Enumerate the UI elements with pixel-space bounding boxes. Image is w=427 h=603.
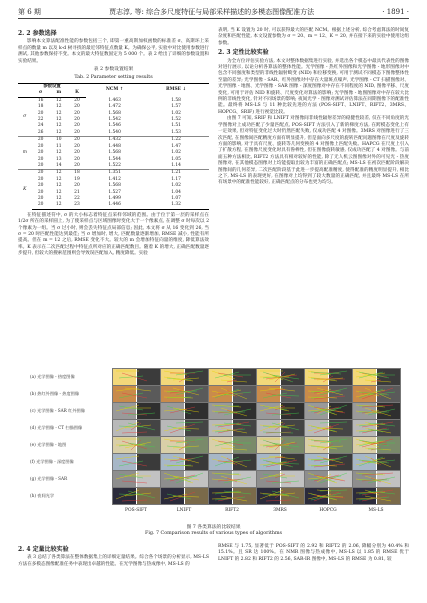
table-cell: 1.522 xyxy=(108,162,121,168)
table-cell: 1.22 xyxy=(143,137,209,144)
figure-row-label: (a) 光学图像 - 热度图像 xyxy=(30,374,75,379)
figure-panel xyxy=(256,470,305,488)
table-cell: 1.568 xyxy=(108,110,121,116)
figure-panel xyxy=(256,453,305,471)
match-lines xyxy=(161,471,208,487)
table-title-en: Tab. 2 Parameter setting results xyxy=(74,75,153,81)
figure-panel xyxy=(112,453,161,471)
match-lines xyxy=(209,488,256,504)
table-title: 表 2 参数设置结果 xyxy=(93,67,134,73)
table-cell: 20 xyxy=(37,110,44,116)
match-lines xyxy=(305,454,352,470)
table-row xyxy=(18,163,209,170)
table-cell: 1.02 xyxy=(171,110,181,116)
left-column xyxy=(18,28,209,258)
figure-panel xyxy=(208,419,257,437)
table-cell: 20 xyxy=(74,162,80,168)
table-cell: 22 xyxy=(74,195,80,201)
table-cell: 20 xyxy=(74,150,80,156)
match-lines xyxy=(113,471,160,487)
table-cell: 12 xyxy=(56,150,62,156)
figure-method-label: RIFT2 xyxy=(225,508,239,513)
paragraph: 在特征描述符中, σ 的大小标志着特征点采样邻域的范围。由于位于第一层的采样点在 1/2σ 所在的采样圆上, 为了使采样点与区域图像时变化大于一个像素点, 在调整 σ 时每次以 2 个像素为一组。当 σ 过小时, 则会丢失特征点局部信息; 因此, 本文将 σ 从 16 变化到 26, 当 σ = 20 时匹配性能达到最佳; 当 σ 增加时, 增大, 匹配数量逐渐增加, RMSE 减小, 性能有所提高。但在 m = 12 之后, RMSE 变化不大。较大的 m 会增加特征向量的维度, 降低算法效率。K 表示在二次匹配过程中特征点所对应的正确匹配数目。随着 K 的增大, 正确匹配数量逐步提升, 但较大的搜索范围则会导致误匹配加入, 精度降低。实验 xyxy=(18,212,209,257)
table-cell: 12 xyxy=(56,110,62,116)
match-lines xyxy=(161,403,208,419)
figure-panel xyxy=(160,436,209,454)
figure-row-label: (d) 光学图像 - CT 扫描图像 xyxy=(30,425,83,430)
figure-method-label: MS-LS xyxy=(368,508,384,513)
table-cell: 14 xyxy=(56,162,62,168)
table-cell: 20 xyxy=(37,150,44,156)
figure-grid xyxy=(112,368,400,506)
table-cell: 12 xyxy=(50,202,68,209)
table-cell: 12 xyxy=(56,123,62,129)
right-column xyxy=(218,28,409,187)
param-table xyxy=(18,83,209,210)
table-cell: 20 xyxy=(32,202,50,209)
table-cell: 1.568 xyxy=(108,183,121,189)
match-lines xyxy=(305,420,352,436)
match-lines xyxy=(353,488,400,504)
figure-panel xyxy=(208,385,257,403)
table-row xyxy=(18,137,209,144)
th-k: K xyxy=(68,90,86,97)
match-lines xyxy=(113,386,160,402)
match-lines xyxy=(113,420,160,436)
match-lines xyxy=(257,454,304,470)
table-cell: 1.17 xyxy=(171,176,181,182)
figure-panel xyxy=(112,436,161,454)
table-cell: 1.527 xyxy=(108,189,121,195)
match-lines xyxy=(257,420,304,436)
figure-panel xyxy=(352,470,401,488)
th-ncm: NCM ↑ xyxy=(86,84,143,98)
table-cell: 20 xyxy=(32,137,50,144)
figure-row-label: (h) 夜间光学 xyxy=(30,493,55,498)
figure-panel xyxy=(256,419,305,437)
section-heading-qualitative: 2. 3 定性比较实验 xyxy=(218,49,269,57)
table-cell: 20 xyxy=(37,143,44,149)
figure-panel xyxy=(208,453,257,471)
table-cell: 1.14 xyxy=(171,162,181,168)
th-param xyxy=(18,90,32,97)
table-cell: 1.21 xyxy=(143,170,209,177)
table-cell: 20 xyxy=(32,170,50,177)
figure-row-label: (e) 光学图像 - 地图 xyxy=(30,442,67,447)
table-cell: 1.51 xyxy=(171,123,181,129)
match-lines xyxy=(353,386,400,402)
figure-caption-cn: 图 7 各类算法的比较结果 xyxy=(186,525,241,530)
figure-panel xyxy=(208,487,257,505)
table-cell: 20 xyxy=(74,104,80,110)
running-header xyxy=(18,6,409,19)
figure-panel xyxy=(304,453,353,471)
match-lines xyxy=(209,386,256,402)
table-cell: 20 xyxy=(74,110,80,116)
figure-panel xyxy=(304,385,353,403)
figure-method-label: 3MRS xyxy=(273,508,287,513)
table-cell: 12 xyxy=(56,117,62,123)
match-lines xyxy=(257,386,304,402)
figure-panel xyxy=(160,385,209,403)
table-cell: 12 xyxy=(56,129,62,135)
table-cell: 12 xyxy=(50,170,68,177)
table-cell: 12 xyxy=(56,183,62,189)
table-cell: 1.57 xyxy=(171,104,181,110)
table-cell: 1.47 xyxy=(171,143,181,149)
match-lines xyxy=(305,386,352,402)
issue-number: 第 6 期 xyxy=(18,8,41,16)
match-lines xyxy=(209,454,256,470)
table-cell: 1.544 xyxy=(108,156,121,162)
table-cell: 20 xyxy=(74,97,80,103)
figure-panel xyxy=(160,470,209,488)
table-cell: 1.540 xyxy=(108,129,121,135)
table-cell: 21 xyxy=(74,189,80,195)
table-cell: 1.04 xyxy=(171,189,181,195)
table-row xyxy=(18,130,209,137)
bottom-right-block xyxy=(218,544,409,563)
figure-panel xyxy=(256,385,305,403)
match-lines xyxy=(305,403,352,419)
figure-panel xyxy=(256,402,305,420)
figure-panel xyxy=(208,402,257,420)
match-lines xyxy=(305,437,352,453)
figure-panel xyxy=(160,368,209,386)
paragraph: 影响本文算法配准性能的参数包括三个, 即第一重高斯加权函数的标准差 σ、高斯环上采样点的数量 m 以及 k-d 树寻找的最近邻特征点数量 K。为确保公平, 实验中对比使用参数进行测试, 其他参数保持不变。本文的最大特征数固定为 5 000 个。表 2 给出了详细的参数设置和实验结果。 xyxy=(18,39,209,64)
match-lines xyxy=(209,471,256,487)
figure-panel xyxy=(256,436,305,454)
paragraph: 表明, 当 K 设置为 20 时, 可以获得最大的匹配 NCM。根据上述分析, 综合考虑算法的时间复杂度和匹配性能, 本文设置参数为 σ = 20、m = 12、K = 20, 并在接下来的实验中使用这组参数。 xyxy=(218,28,409,46)
table-cell: 20 xyxy=(37,162,44,168)
section-heading-params: 2. 2 参数选择 xyxy=(18,30,57,37)
figure-panel xyxy=(352,453,401,471)
table-cell: 20 xyxy=(74,156,80,162)
figure-panel xyxy=(304,368,353,386)
figure-panel xyxy=(112,419,161,437)
table-cell: 24 xyxy=(37,123,44,129)
paragraph: RMSE 与 1.75, 显著低于 POS-SIFT 的 2.92 和 RIFT2 的 2.06, 降幅分别为 40.4% 和 15.1%。且 SR 达 100%。在 NMR 图像与热成像中, MS-LS 以 1.85 的 RMSE 优于 LNIFT 的 2.82 和 RIFT2 的 2.56, SAR-IR 图像中, MS-LS 的 RMSE 为 0.81, 较 xyxy=(218,544,409,562)
match-lines xyxy=(161,488,208,504)
table-cell: 1.542 xyxy=(108,117,121,123)
figure-panel xyxy=(208,368,257,386)
match-lines xyxy=(161,454,208,470)
table-cell: 18 xyxy=(68,170,86,177)
match-lines xyxy=(113,437,160,453)
bottom-left-block xyxy=(18,544,209,568)
table-cell: 11 xyxy=(56,143,62,149)
table-cell: 20 xyxy=(74,123,80,129)
table-cell: 20 xyxy=(74,143,80,149)
figure-panel xyxy=(160,487,209,505)
table-cell: 20 xyxy=(37,156,44,162)
figure-method-label: HOPCG xyxy=(319,508,337,513)
match-lines xyxy=(209,369,256,385)
figure-panel xyxy=(352,419,401,437)
figure-panel xyxy=(304,419,353,437)
figure-panel xyxy=(112,402,161,420)
figure-panel xyxy=(352,402,401,420)
param-table-body xyxy=(18,97,209,209)
table-cell: 13 xyxy=(56,156,62,162)
match-lines xyxy=(257,403,304,419)
match-lines xyxy=(113,403,160,419)
table-cell: 16 xyxy=(37,97,44,103)
match-lines xyxy=(257,437,304,453)
match-lines xyxy=(161,386,208,402)
figure-panel xyxy=(112,470,161,488)
table-group-label: K xyxy=(18,170,32,209)
figure-panel xyxy=(304,436,353,454)
match-lines xyxy=(353,369,400,385)
table-cell: 18 xyxy=(37,104,44,110)
table-cell: 20 xyxy=(74,129,80,135)
table-cell: 22 xyxy=(37,117,44,123)
table-cell: 20 xyxy=(68,137,86,144)
figure-panel xyxy=(352,385,401,403)
figure-caption-en: Fig. 7 Comparison results of various types of algorithms xyxy=(145,531,282,536)
table-cell: 1.499 xyxy=(108,195,121,201)
th-group: 参数设置 xyxy=(18,84,86,91)
match-lines xyxy=(113,369,160,385)
match-lines xyxy=(161,437,208,453)
match-lines xyxy=(353,403,400,419)
table-group-label: σ xyxy=(23,113,27,119)
table-cell: 20 xyxy=(37,176,44,182)
match-lines xyxy=(257,488,304,504)
table-cell: 12 xyxy=(56,104,62,110)
table-cell: 20 xyxy=(74,117,80,123)
table-cell: 1.568 xyxy=(108,150,121,156)
match-lines xyxy=(161,369,208,385)
table-cell: 20 xyxy=(37,195,44,201)
running-title: 贾志淳, 等: 综合多尺度特征与局部采样描述的多模态图像配准方法 xyxy=(109,8,315,16)
table-cell: 1.58 xyxy=(171,97,181,103)
table-cell: 20 xyxy=(37,189,44,195)
figure-caption xyxy=(0,525,427,537)
figure-panel xyxy=(352,487,401,505)
match-lines xyxy=(257,471,304,487)
table-cell: 1.472 xyxy=(108,104,121,110)
figure-panel xyxy=(304,402,353,420)
figure-panel xyxy=(304,487,353,505)
match-lines xyxy=(305,471,352,487)
figure-panel xyxy=(160,402,209,420)
table-cell: 12 xyxy=(56,176,62,182)
figure-panel xyxy=(256,487,305,505)
match-lines xyxy=(353,420,400,436)
table-cell: 1.07 xyxy=(171,195,181,201)
table-cell: 1.412 xyxy=(108,176,121,182)
match-lines xyxy=(113,488,160,504)
table-cell: 20 xyxy=(74,183,80,189)
table-cell: 1.432 xyxy=(86,137,143,144)
figure-method-label: POS-SIFT xyxy=(125,508,147,513)
match-lines xyxy=(209,403,256,419)
table-cell: 1.05 xyxy=(171,156,181,162)
figure-panel xyxy=(160,419,209,437)
figure-row-label: (f) 光学图像 - 深度图像 xyxy=(30,459,74,464)
table-row xyxy=(18,97,209,104)
th-m: m xyxy=(50,90,68,97)
table-group-label: m xyxy=(18,137,32,170)
figure-7 xyxy=(30,368,400,516)
section-heading-quantitative: 2. 4 定量比较实验 xyxy=(18,546,69,553)
table-cell: 1.351 xyxy=(86,170,143,177)
match-lines xyxy=(161,420,208,436)
paragraph: 为全方位评估实验方法, 本文对整体数据集进行实验, 并选出各个模态中最具代表性的图像对进行展示, 以论分析各算法的整体性能。光学图像 - 热红外图像和光学图像 - 地形图像对中包含不同强度和类型的非线性辐射畸变 (NID) 和位移变换, 可用于测试不同模态下图像整体性至量的差异; 光学图像 - SAR、红外图像对中存在大量斑点噪声, 光学图像 - CT 扫描图像对、光学图像 - 地图、光学图像 - SAR 图像 - 深度图像对中存在不同程度的 NID, 图像平移、尺度变化, 可用于评估 NID 和旋转、尺度变化对算法的影响; 光学图像 - 地图图像对中存在较大比例的非线性变化, 针对不同场景的影响; 夜间光学 - 图像对测试评估算法在同期图像下的配准性能。最终将 MS-LS 与 11 种比较先进的方法 (POS-SIFT、LNIFT、RIFT2、3MRS、HOPCG、SRIF) 进行视觉比较。 xyxy=(218,58,409,115)
table-cell: 20 xyxy=(37,183,44,189)
figure-row-label: (b) 热红外图像 - 热度图像 xyxy=(30,391,80,396)
match-lines xyxy=(353,437,400,453)
match-lines xyxy=(305,488,352,504)
figure-panel xyxy=(352,436,401,454)
match-lines xyxy=(257,369,304,385)
match-lines xyxy=(209,437,256,453)
figure-panel xyxy=(304,470,353,488)
paragraph: 由图 7 可知, SRIF 和 LNIFT 对图像间非线性辐射差异的稳健性较差, 仅在不同角度的光学图像对上成功匹配了少量匹配点, POS-SIFT 方法引入了新的梯度方法, 在跨模态变化上有一定效果, 但对特征变化过大时仍然匹配失败, 仅成功匹配 4 对图像。3MRS 对图像进行了三次匹配, 在图像间匹配精度方面有明显提升, 但是面向多尺度的旋转匹配问题图像在尺度及旋转方面的影响, 对于具有尺度、旋转等几何变换的 4 对图像上匹配失败。HAPCG 在尺度上引入了扩散方程, 在图像尺度变化时具有鲁棒性, 但在图像旋转敏感, 仅成功匹配了 4 对图像。与前面五种方法相比, RIFT2 方法具有相对较好的性能, 除了无人机云图图像对外的可见光 - 热度图像对, 在其他模态图像对上均能提取出较为丰富的正确匹配点; MS-LS 在初次匹配阶段解决图像间的几何差异, 二次匹配阶段基于此进一步提高配准精度, 使得配准的精度明显提升, 相比之下, MS-LS 的表现更好, 在图像对上均得到了较大数量的正确匹配, 并且最终 MS-LS 在所有场景中的配准性能较好, 正确匹配点的分布也更为均匀。 xyxy=(218,116,409,186)
table-cell: 12 xyxy=(56,97,62,103)
table-cell: 1.446 xyxy=(86,202,143,209)
table-row xyxy=(18,202,209,209)
figure-panel xyxy=(352,368,401,386)
figure-row-label: (c) 光学图像 - SAR 红外图像 xyxy=(30,408,85,413)
page-number: · 1891 · xyxy=(382,8,409,16)
th-sigma: σ xyxy=(32,90,50,97)
match-lines xyxy=(353,454,400,470)
table-cell: 1.02 xyxy=(171,150,181,156)
table-cell: 1.53 xyxy=(171,129,181,135)
table-cell: 1.463 xyxy=(108,97,121,103)
match-lines xyxy=(113,454,160,470)
figure-panel xyxy=(208,436,257,454)
table-cell: 1.02 xyxy=(171,183,181,189)
table-cell: 12 xyxy=(56,189,62,195)
table-cell: 23 xyxy=(68,202,86,209)
match-lines xyxy=(353,471,400,487)
figure-panel xyxy=(160,453,209,471)
table-cell: 1.448 xyxy=(108,143,121,149)
table-cell: 19 xyxy=(74,176,80,182)
figure-panel xyxy=(112,385,161,403)
figure-panel xyxy=(112,368,161,386)
figure-panel xyxy=(112,487,161,505)
match-lines xyxy=(305,369,352,385)
figure-method-label: LNIFT xyxy=(176,508,192,513)
figure-panel xyxy=(208,470,257,488)
paragraph: 表 3 总结了各类算法在整体数据集上的详细定量结果。综合各个场景的分析显示, MS-LS 方法在多模态图像配准任务中表现出卓越的性能。在光学图像与热成像中, MS-LS 的 xyxy=(18,555,209,567)
table-cell: 12 xyxy=(56,195,62,201)
table-cell: 26 xyxy=(37,129,44,135)
table-cell: 1.546 xyxy=(108,123,121,129)
th-rmse: RMSE ↓ xyxy=(143,84,209,98)
table-row xyxy=(18,170,209,177)
table-cell: 1.32 xyxy=(143,202,209,209)
match-lines xyxy=(209,420,256,436)
table-cell: 10 xyxy=(50,137,68,144)
figure-panel xyxy=(256,368,305,386)
figure-row-label: (g) 光学图像 - SAR xyxy=(30,476,68,481)
table-cell: 1.52 xyxy=(171,117,181,123)
